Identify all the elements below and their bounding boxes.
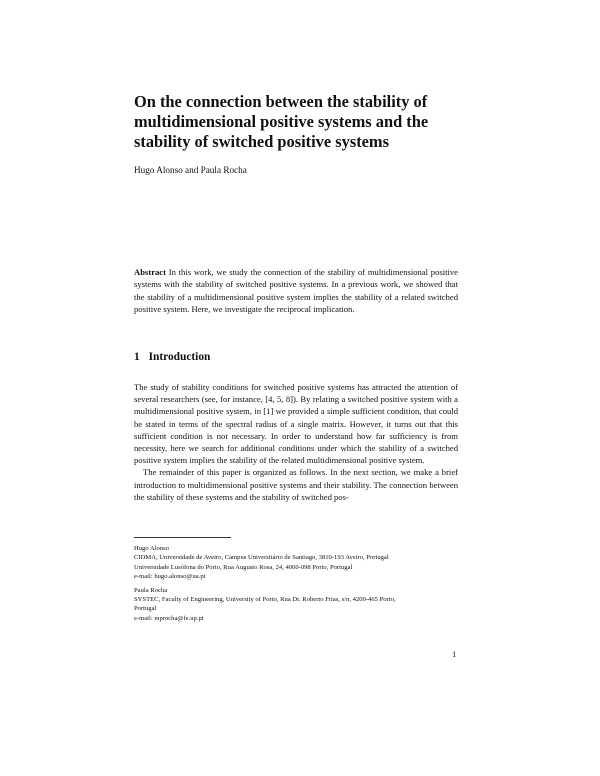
author-affiliations — [134, 544, 458, 623]
affiliation-line: Paula Rocha — [134, 586, 168, 594]
intro-paragraph-2: The remainder of this paper is organized as follows. In the next section, we make a brief introduction to multidimensional positive systems and their stability. The connection between the stability of these systems and the stability of switched pos- — [134, 467, 458, 502]
paper-title — [134, 92, 464, 152]
title-line-1: On the connection between the stability of — [134, 92, 428, 111]
abstract-label: Abstract — [134, 267, 166, 277]
abstract-text: In this work, we study the connection of the stability of multidimensional positive systems with the stability of switched positive systems. In a previous work, we showed that the stability of a multidimensional positive system implies the stability of a related switched positive system. Here, we investigate the reciprocal implication. — [134, 267, 458, 315]
affiliation-block-alonso — [134, 544, 458, 582]
affiliation-block-rocha — [134, 586, 458, 624]
affiliation-line: Portugal — [134, 605, 157, 613]
section-heading-introduction — [134, 351, 210, 363]
affiliation-line: CIDMA, Universidade de Aveiro, Campus Universitário de Santiago, 3810-193 Aveiro, Portugal — [134, 554, 389, 562]
section-title: Introduction — [148, 351, 211, 363]
title-line-2: multidimensional positive systems and the — [134, 112, 429, 131]
affiliation-email: e-mail: hugo.alonso@ua.pt — [134, 573, 206, 581]
authors: Hugo Alonso and Paula Rocha — [134, 165, 247, 175]
title-line-3: stability of switched positive systems — [134, 132, 389, 151]
abstract — [134, 266, 458, 316]
footnote-divider — [134, 537, 231, 538]
affiliation-email: e-mail: mprocha@fe.up.pt — [134, 614, 204, 622]
introduction-body — [134, 381, 458, 503]
page-number: 1 — [452, 649, 457, 659]
affiliation-line: Hugo Alonso — [134, 545, 169, 552]
section-number: 1 — [134, 351, 140, 363]
affiliation-line: Universidade Lusófona do Porto, Rua Augusto Rosa, 24, 4000-098 Porto, Portugal — [134, 563, 353, 571]
affiliation-line: SYSTEC, Faculty of Engineering, University of Porto, Rua Dr. Roberto Frias, s/n, 4200-465 Porto, — [134, 596, 396, 604]
intro-paragraph-1: The study of stability conditions for switched positive systems has attracted the attention of several researchers (see, for instance, [4, 5, 8]). By relating a switched positive system with a multidimensional positive system, in [1] we provided a simple sufficient condition, that could be stated in terms of the spectral radius of a single matrix. However, it turns out that this sufficient condition is not necessary. In order to understand how far sufficiency is from necessity, here we search for additional conditions under which the stability of a switched positive system implies the stability of the related multidimensional positive system. — [134, 382, 458, 466]
